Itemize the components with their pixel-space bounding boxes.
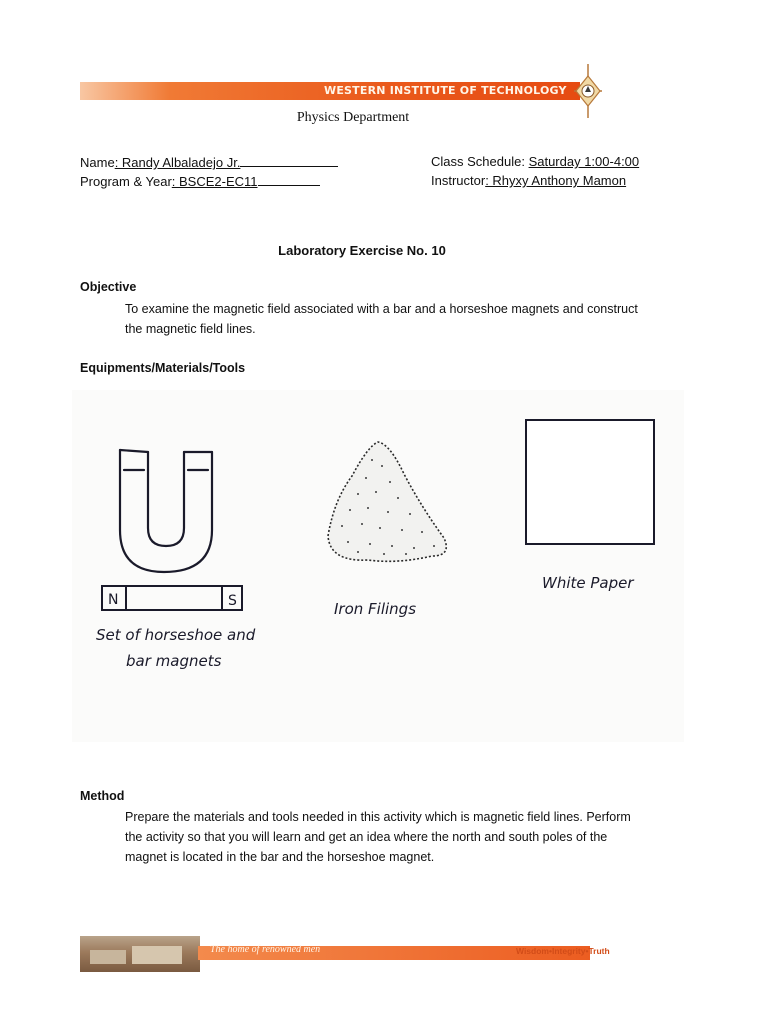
name-label: Name — [80, 155, 115, 170]
campus-photo-icon — [80, 936, 200, 972]
department-heading: Physics Department — [296, 110, 410, 125]
materials-sketch — [72, 390, 684, 742]
objective-text — [125, 299, 685, 339]
method-line: Prepare the materials and tools needed in this activity which is magnetic field lines. Perform — [125, 810, 631, 824]
bar-magnet-south: S — [228, 593, 237, 609]
bar-magnet-north: N — [108, 592, 119, 608]
page-footer — [80, 936, 640, 972]
white-paper-icon — [526, 420, 654, 544]
program-value: : BSCE2-EC11 — [171, 174, 258, 189]
schedule-value: Saturday 1:00-4:00 — [528, 154, 640, 169]
objective-line: the magnetic field lines. — [125, 322, 256, 336]
program-field — [80, 172, 320, 191]
program-label: Program & Year — [80, 174, 172, 189]
instructor-label: Instructor — [431, 173, 486, 188]
materials-drawing — [72, 390, 684, 742]
schedule-field — [431, 153, 639, 171]
instructor-field — [431, 172, 626, 190]
institution-name: WESTERN INSTITUTE OF TECHNOLOGY — [324, 84, 567, 97]
bar-magnet-icon — [102, 586, 242, 610]
method-text — [125, 807, 695, 867]
institution-banner — [80, 78, 600, 104]
name-value: : Randy Albaladejo Jr. — [114, 155, 241, 170]
instructor-value: : Rhyxy Anthony Mamon — [485, 173, 627, 188]
materials-heading: Equipments/Materials/Tools — [80, 361, 246, 375]
horseshoe-magnet-icon — [120, 450, 212, 572]
footer-motto: Wisdom•Integrity•Truth — [516, 946, 610, 956]
program-underline — [258, 172, 320, 186]
document-title: Laboratory Exercise No. 10 — [278, 243, 446, 258]
name-field — [80, 153, 338, 172]
objective-heading: Objective — [80, 280, 137, 294]
name-underline — [240, 153, 338, 167]
objective-line: To examine the magnetic field associated with a bar and a horseshoe magnets and construct — [125, 302, 638, 316]
method-line: magnet is located in the bar and the horseshoe magnet. — [125, 850, 435, 864]
filings-caption: Iron Filings — [334, 600, 417, 618]
magnets-caption: Set of horseshoe and — [96, 626, 256, 644]
magnets-caption: bar magnets — [126, 652, 222, 670]
footer-tagline: The home of renowned men — [210, 944, 321, 955]
paper-caption: White Paper — [542, 574, 634, 592]
iron-filings-icon — [328, 442, 446, 561]
schedule-label: Class Schedule: — [431, 154, 529, 169]
method-heading: Method — [80, 789, 125, 803]
method-line: the activity so that you will learn and get an idea where the north and south poles of the — [125, 830, 608, 844]
